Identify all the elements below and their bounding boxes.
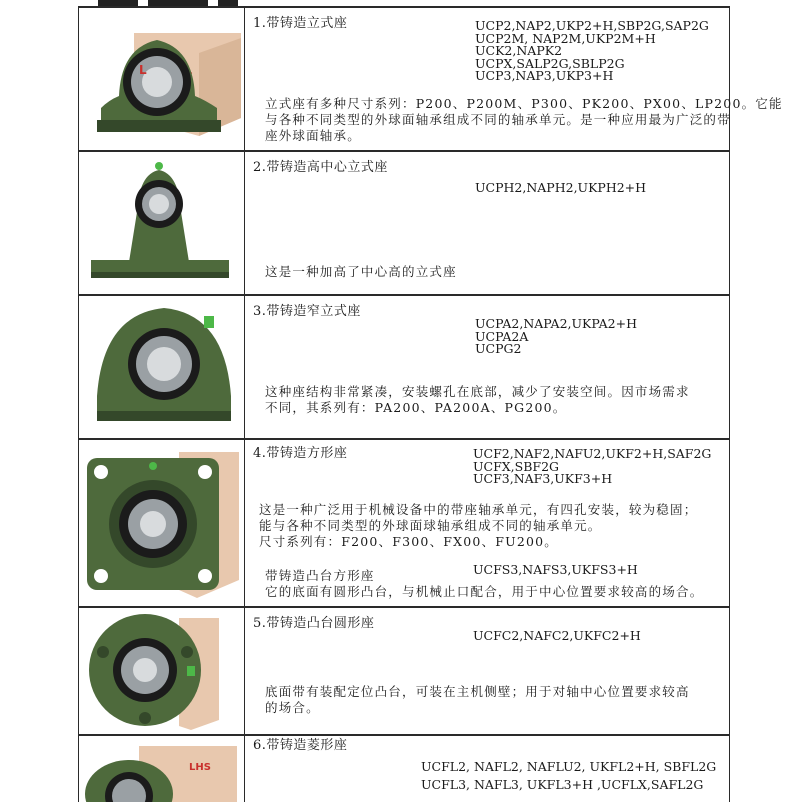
model-code-line: UCF2,NAF2,NAFU2,UKF2+H,SAF2G [473,446,712,461]
model-codes [475,318,637,356]
svg-text:LHS: LHS [189,762,211,773]
product-photo-2 [79,152,245,296]
high-center-pillow-block-icon [79,152,244,296]
row-title: 3.带铸造窄立式座 [253,304,361,319]
rhombus-flange-bearing-icon [79,736,244,802]
model-code-line: UCP2M, NAP2M,UKP2M+H [475,30,656,46]
catalog-row-2 [78,150,730,296]
model-code-line: UCPX,SALP2G,SBLP2G [475,55,625,71]
model-code-line: UCPA2,NAPA2,UKPA2+H [475,316,637,331]
model-codes [421,758,716,794]
product-photo-4 [79,440,245,608]
description-line: 这是一种广泛用于机械设备中的带座轴承单元，有四孔安装，较为稳固； [259,502,698,517]
narrow-pillow-block-icon [79,296,244,440]
model-codes [473,630,641,643]
sub-title: 带铸造凸台方形座 [265,568,375,583]
description-line: 这是一种加高了中心高的立式座 [265,264,457,279]
row-description [265,684,690,716]
sub-model-codes [473,564,638,577]
model-code-line: UCFL3, NAFL3, UKFL3+H ,UCFLX,SAFL2G [421,777,704,792]
row-description [265,96,783,144]
row-title: 5.带铸造凸台圆形座 [253,616,375,631]
catalog-row-5 [78,606,730,736]
description-line: 与各种不同类型的外球面轴承组成不同的轴承单元。是一种应用最为广泛的带 [265,112,731,127]
round-flange-bearing-icon [79,608,244,736]
model-code-line: UCP3,NAP3,UKP3+H [475,68,614,83]
row-title: 4.带铸造方形座 [253,446,348,461]
model-code-line: UCFC2,NAFC2,UKFC2+H [473,628,641,643]
catalog-row-4 [78,438,730,608]
model-code-line: UCFX,SBF2G [473,458,560,474]
description-line: 的场合。 [265,700,320,715]
model-code-line: UCFS3,NAFS3,UKFS3+H [473,562,638,577]
description-line: 它的底面有圆形凸台，与机械止口配合，用于中心位置要求较高的场合。 [265,584,704,599]
model-code-line: UCP2,NAP2,UKP2+H,SBP2G,SAP2G [475,18,709,33]
product-photo-3 [79,296,245,440]
row-title: 2.带铸造高中心立式座 [253,160,388,175]
product-photo-5 [79,608,245,736]
description-line: 这种座结构非常紧凑，安装螺孔在底部，减少了安装空间。因市场需求 [265,384,690,399]
model-code-line: UCPA2A [475,328,529,344]
description-line: 不同，其系列有：PA200、PA200A、PG200。 [265,400,567,415]
description-line: 立式座有多种尺寸系列：P200、P200M、P300、PK200、PX00、LP200。它能 [265,96,783,111]
catalog-row-3 [78,294,730,440]
product-photo-1 [79,8,245,152]
square-flange-bearing-icon [79,440,244,608]
row-description [265,264,457,280]
model-codes [475,182,646,195]
model-code-line: UCF3,NAF3,UKF3+H [473,471,613,486]
description-line: 尺寸系列有：F200、F300、FX00、FU200。 [259,534,559,549]
description-line: 底面带有装配定位凸台，可装在主机侧壁；用于对轴中心位置要求较高 [265,684,690,699]
model-codes [473,448,711,486]
description-line: 能与各种不同类型的外球面球轴承组成不同的轴承单元。 [259,518,602,533]
model-codes [475,20,709,83]
row-description [265,384,690,416]
model-code-line: UCFL2, NAFL2, NAFLU2, UKFL2+H, SBFL2G [421,759,717,774]
model-code-line: UCPH2,NAPH2,UKPH2+H [475,180,647,195]
model-code-line: UCK2,NAPK2 [475,43,563,58]
product-photo-6 [79,736,245,802]
catalog-row-6 [78,734,730,802]
pillow-block-bearing-icon [79,8,244,152]
row-title: 6.带铸造菱形座 [253,738,348,753]
row-description [259,502,697,550]
row-title: 1.带铸造立式座 [253,16,348,31]
model-code-line: UCPG2 [475,341,522,356]
catalog-row-1 [78,6,783,152]
description-line: 座外球面轴承。 [265,128,361,143]
sub-description [265,584,703,600]
svg-text:L: L [139,63,147,77]
